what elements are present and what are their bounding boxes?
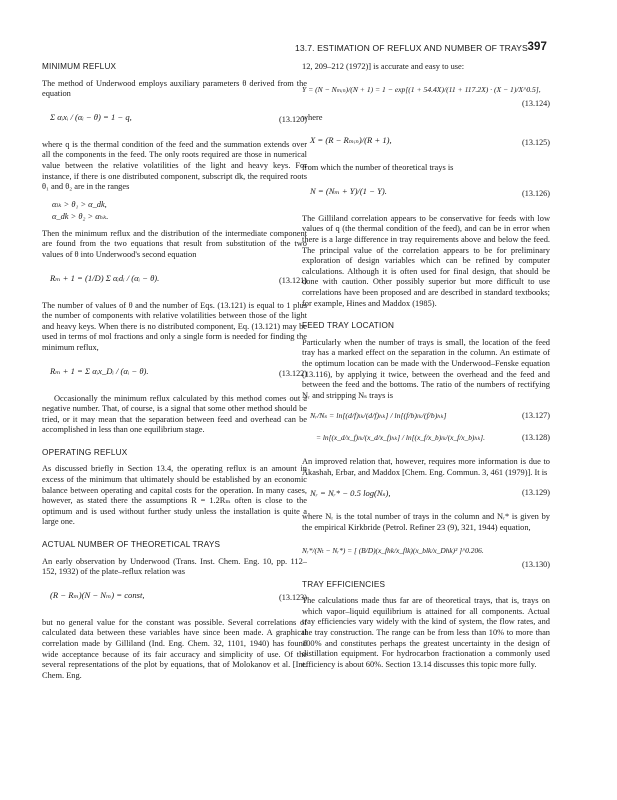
where-label: where xyxy=(302,112,323,122)
equation-number: (13.127) xyxy=(522,411,550,421)
section-title: 13.7. ESTIMATION OF REFLUX AND NUMBER OF TRAYS xyxy=(295,43,528,53)
range-1: αₗₖ > θ₁ > α_dk, xyxy=(52,199,107,209)
paragraph: An improved relation that, however, requires more information is due to Akashah, Erbar, and Maddox [Chem. Eng. Commun. 3, 461 (1979)]. It is xyxy=(302,457,550,477)
right-column xyxy=(302,62,550,676)
page-number: 397 xyxy=(527,41,547,53)
paragraph: The calculations made thus far are of theoretical trays, that is, trays on which vapor–liquid equilibrium is attained for all components. Actual tray efficiencies vary widely with the kind of system, the flow rates, and the tray construction. The range can be from less than 10% to more than 100% and constitutes perhaps the greatest uncertainty in the design of distillation equipment. For hydrocarbon fractionation a commonly used efficiency is about 60%. Section 13.14 discusses this topic more fully. xyxy=(302,596,550,669)
equation-13-124 xyxy=(302,79,550,107)
equation-body: = ln[(x_d/x_f)ₗₖ/(x_d/x_f)ₕₖ] / ln[(x_f/x_b)ₗₖ/(x_f/x_b)ₕₖ]. xyxy=(316,433,486,443)
equation-number: (13.121) xyxy=(279,275,307,285)
left-column xyxy=(42,62,307,687)
equation-13-123 xyxy=(42,584,307,612)
equation-13-129 xyxy=(302,484,550,506)
paragraph: The method of Underwood employs auxiliary parameters θ derived from the equation xyxy=(42,78,307,99)
equation-number: (13.128) xyxy=(522,433,550,443)
paragraph: The number of values of θ and the number of Eqs. (13.121) is equal to 1 plus the number of components with relative volatilities between those of the light and heavy keys. When there is no distributed component, Eq. (13.121) may be used in terms of mol fractions and only a single form is needed for finding the minimum reflux, xyxy=(42,300,307,352)
paragraph: As discussed briefly in Section 13.4, the operating reflux is an amount in excess of the minimum that ultimately should be established by an economic balance between operating and capital costs for the operation. In many cases, however, as stated there the assumptions R = 1.2Rₘ often is close to the optimum and is used without further study unless the installation is quite a large one. xyxy=(42,464,307,527)
equation-number: (13.124) xyxy=(522,98,550,108)
paragraph: An early observation by Underwood (Trans. Inst. Chem. Eng. 10, pp. 112–152, 1932) of the plate–reflux relation was xyxy=(42,556,307,577)
equation-body: Σ αᵢxᵢ / (αᵢ − θ) = 1 − q, xyxy=(50,111,132,122)
heading-minimum-reflux: MINIMUM REFLUX xyxy=(42,62,117,71)
range-2: α_dk > θ₂ > αₕₖ. xyxy=(52,211,109,221)
equation-13-130 xyxy=(302,540,550,568)
equation-13-126 xyxy=(302,180,550,208)
equation-body: Rₘ + 1 = Σ αᵢx_Dᵢ / (αᵢ − θ). xyxy=(50,365,149,376)
paragraph: but no general value for the constant was possible. Several correlations of calculated data between these variables have since been made. A graphical correlation made by Gilliland (Ind. Eng. Chem. 32, 1101, 1940) has found wide acceptance because of its fair accuracy and simplicity of use. Of the several representations of the plot by equations, that of Molokanov et al. [Int. Chem. Eng. xyxy=(42,617,307,680)
equation-number: (13.123) xyxy=(279,592,307,602)
heading-actual-number-of-trays: ACTUAL NUMBER OF THEORETICAL TRAYS xyxy=(42,540,221,550)
paragraph: from which the number of theoretical trays is xyxy=(302,163,454,173)
equation-number: (13.129) xyxy=(522,488,550,498)
equation-body: N = (Nₘ + Y)/(1 − Y). xyxy=(310,185,387,196)
paragraph: where Nᵣ is the total number of trays in the column and Nᵣ* is given by the empirical Kirkbride (Petrol. Refiner 23 (9), 321, 1944) equation, xyxy=(302,512,550,533)
heading-operating-reflux: OPERATING REFLUX xyxy=(42,447,128,457)
equation-13-128 xyxy=(302,429,550,451)
paragraph: 12, 209–212 (1972)] is accurate and easy to use: xyxy=(302,62,465,71)
paragraph: The Gilliland correlation appears to be conservative for feeds with low values of q (the thermal condition of the feed), and can be in error when there is a large difference in tray requirements above and below the feed. The principal value of the correlation appears to be for preliminary exploration of design variables which can be refined by computer calculations. Although it is often used for final design, that should be done with caution. Other possibly superior but more difficult to use correlations have been proposed and are described in standard textbooks; for example, Hines and Maddox (1985). xyxy=(302,213,550,308)
paragraph: Occasionally the minimum reflux calculated by this method comes out a negative number. That, of course, is a signal that some other method should be tried, or it may mean that the separation between feed and overhead can be accomplished in less than one equilibrium stage. xyxy=(42,393,307,435)
equation-number: (13.125) xyxy=(522,138,550,148)
equation-13-122 xyxy=(42,360,307,388)
equation-body: Rₘ + 1 = (1/D) Σ αᵢdᵢ / (αᵢ − θ). xyxy=(50,272,160,283)
equation-13-125 xyxy=(302,129,550,157)
equation-body: (R − Rₘ)(N − Nₘ) = const, xyxy=(50,589,145,600)
paragraph: Then the minimum reflux and the distribution of the intermediate component are found from the two equations that result from substitution of the two values of θ into Underwood's second equation xyxy=(42,228,307,259)
equation-number: (13.120) xyxy=(279,114,307,124)
root-ranges xyxy=(52,199,307,223)
equation-body: Y = (N − Nₘᵢₙ)/(N + 1) = 1 − exp[(1 + 54.4X)/(11 + 117.2X) · (X − 1)/X^0.5], xyxy=(302,84,541,94)
equation-13-120 xyxy=(42,106,307,134)
paragraph: where q is the thermal condition of the feed and the summation extends over all the components in the feed. The only roots required are those in numerical value between the relative volatilities of the light and heavy keys. For instance, if there is one distributed component, subscript dk, the required roots θ₁ and θ₂ are in the ranges xyxy=(42,139,307,192)
equation-body: Nᵣ*/(Nₜ − Nᵣ*) = [ (B/D)(x_fhk/x_flk)(x_blk/x_Dhk)² ]^0.206. xyxy=(302,545,484,555)
heading-feed-tray-location: FEED TRAY LOCATION xyxy=(302,321,395,331)
equation-body: Nᵣ = Nᵣ* − 0.5 log(Nₛ), xyxy=(310,488,391,499)
equation-number: (13.122) xyxy=(279,368,307,378)
equation-13-121 xyxy=(42,267,307,295)
equation-13-127 xyxy=(302,407,550,429)
running-header xyxy=(295,41,547,55)
equation-body: X = (R − Rₘᵢₙ)/(R + 1), xyxy=(310,135,392,146)
paragraph: Particularly when the number of trays is small, the location of the feed tray has a marked effect on the separation in the column. An estimate of the optimum location can be made with the Underwood–Fenske equation (13.116), by applying it twice, between the overhead and the feed and between the feed and the bottoms. The ratio of the numbers of rectifying Nᵣ and stripping Nₛ trays is xyxy=(302,337,550,400)
equation-number: (13.126) xyxy=(522,188,550,198)
equation-number: (13.130) xyxy=(522,559,550,569)
equation-body: Nᵣ/Nₛ = ln[(d/f)ₗₖ/(d/f)ₕₖ] / ln[(f/b)ₗₖ/(f/b)ₕₖ] xyxy=(310,411,447,421)
heading-tray-efficiencies: TRAY EFFICIENCIES xyxy=(302,579,386,589)
